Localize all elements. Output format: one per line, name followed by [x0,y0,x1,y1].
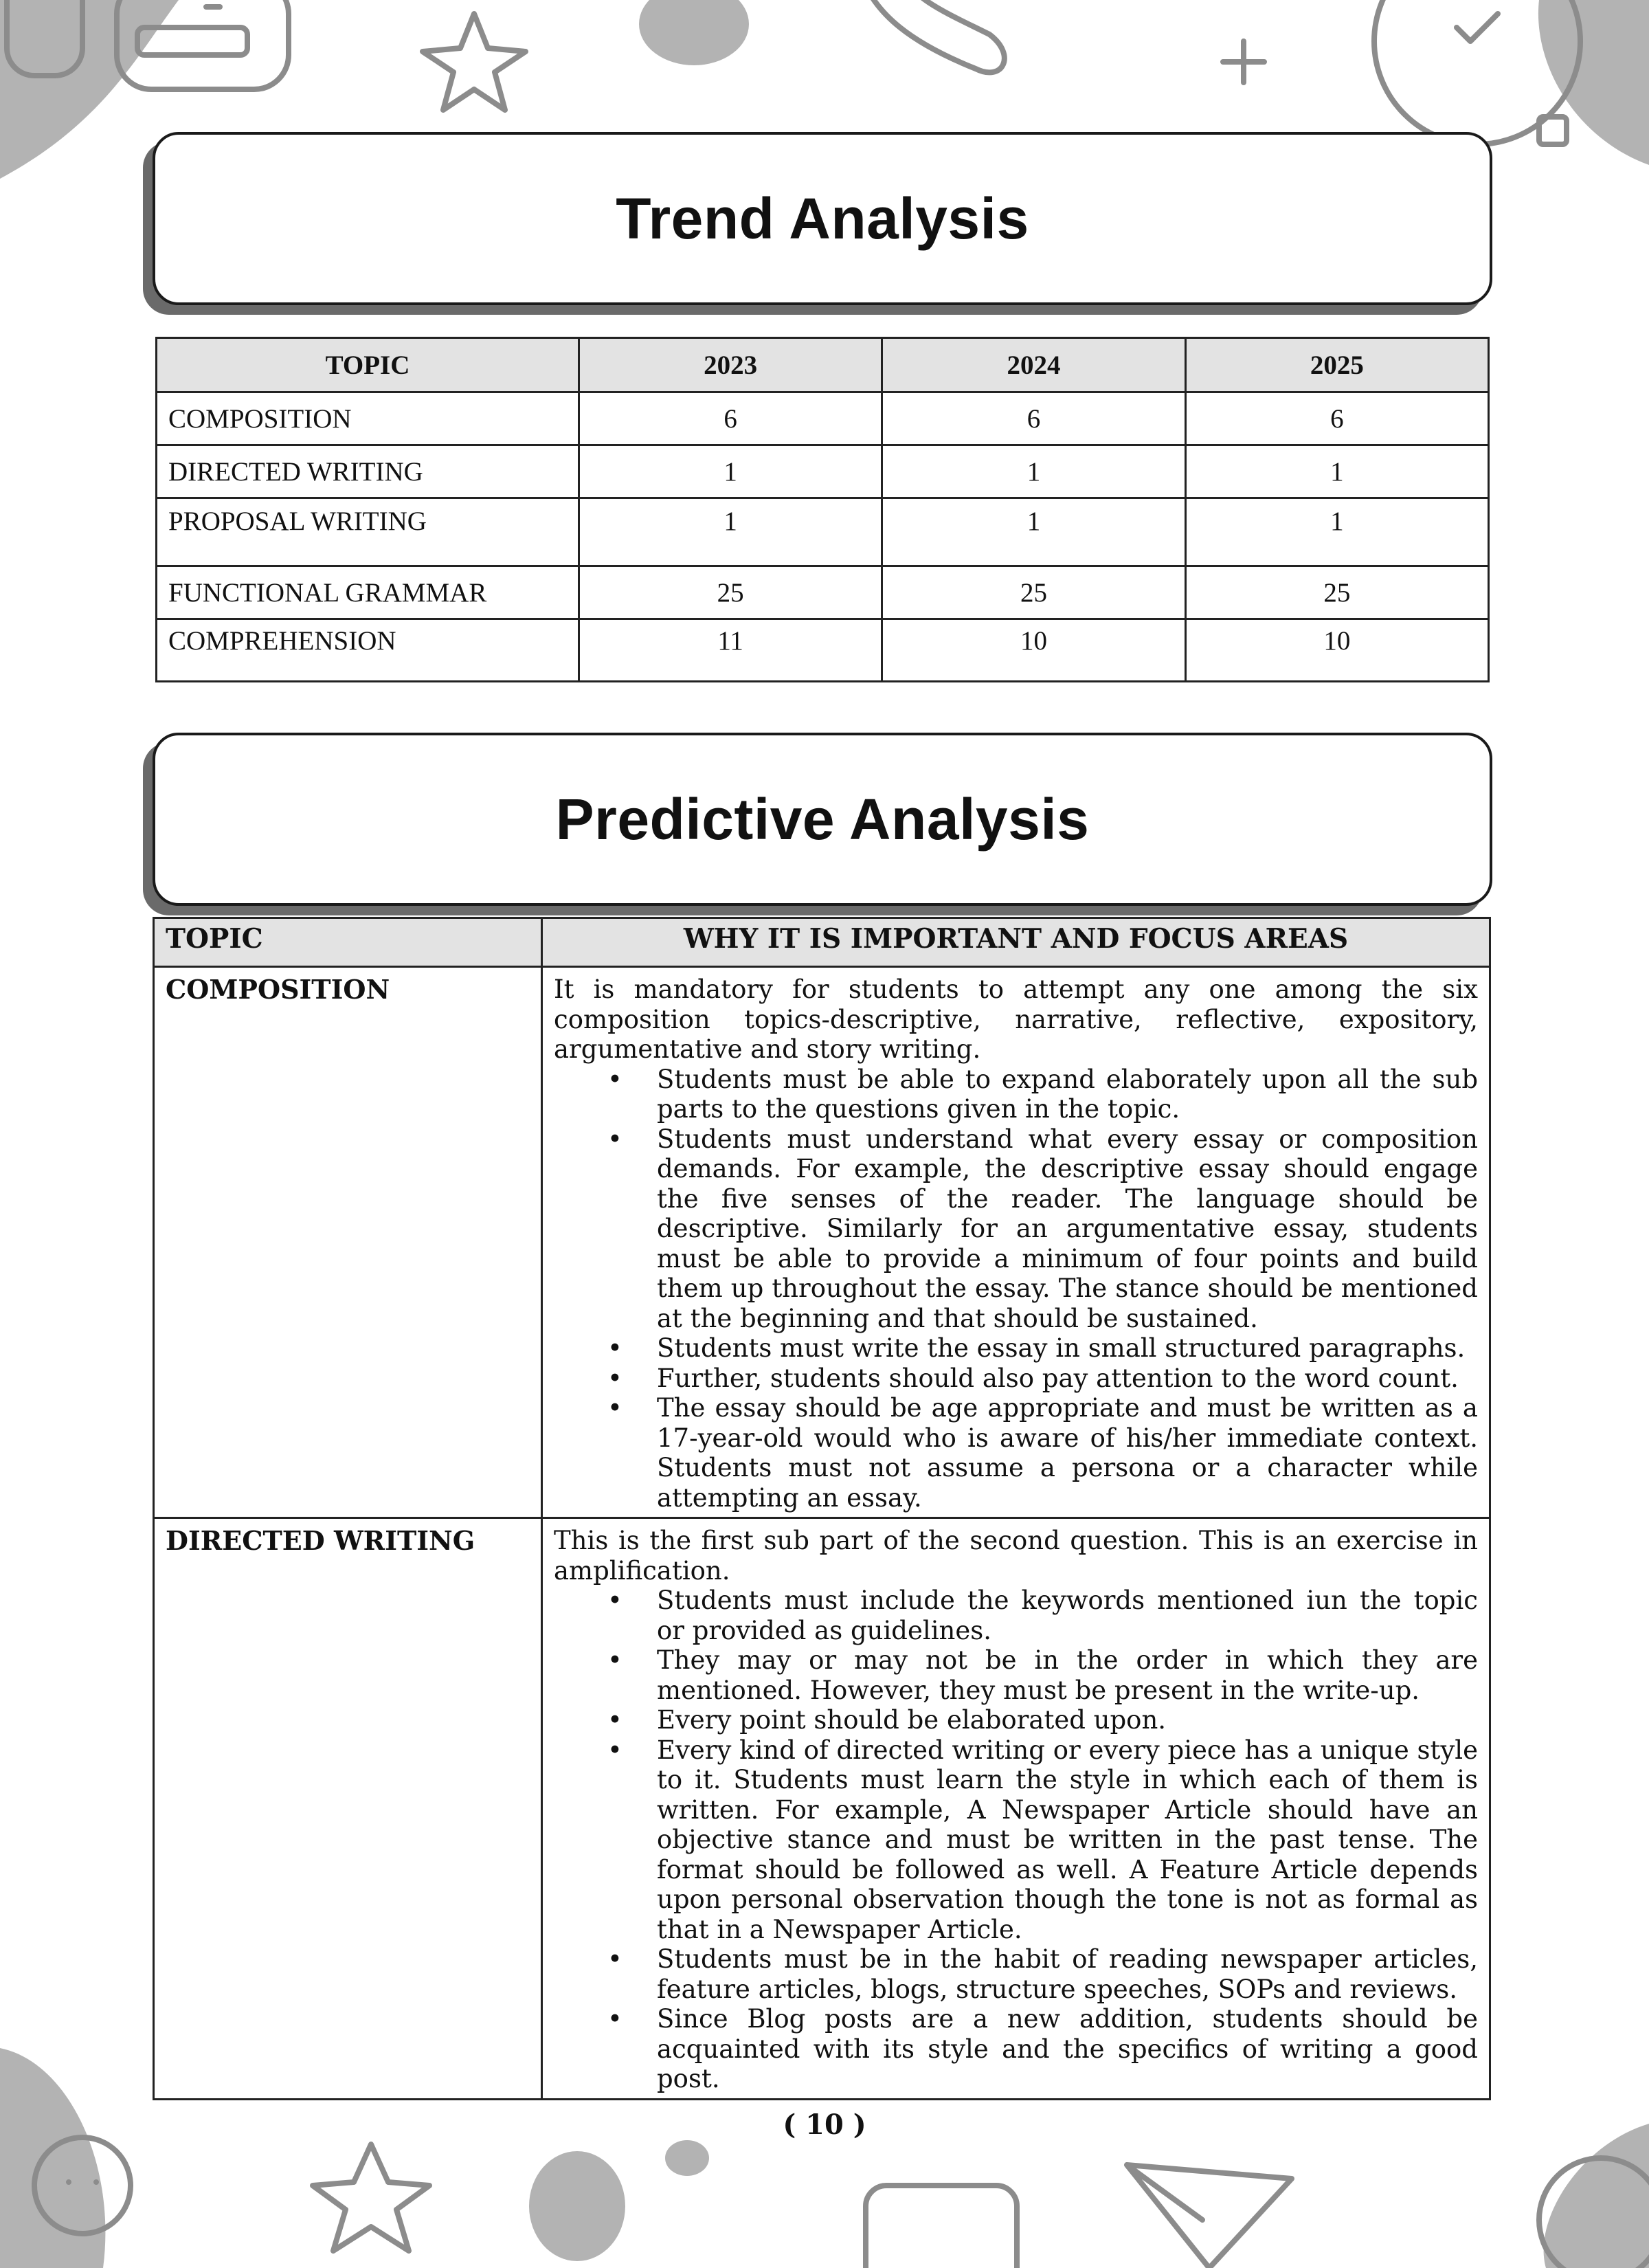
topic-cell: COMPREHENSION [157,619,579,682]
topic-cell: DIRECTED WRITING [157,445,579,498]
predictive-analysis-banner [153,733,1492,906]
value-cell: 1 [579,445,882,498]
value-cell: 25 [579,566,882,619]
table-row [154,1518,1490,2100]
list-item: • Students must be in the habit of reading newspaper articles, feature articles, blogs, structure speeches, SOPs and reviews. [657,1944,1478,2004]
topic-cell: DIRECTED WRITING [154,1518,542,2100]
value-cell: 6 [579,392,882,445]
value-cell: 10 [1185,619,1488,682]
table-row [154,967,1490,1518]
list-item: • Students must include the keywords mentioned iun the topic or provided as guidelines. [657,1586,1478,1645]
value-cell: 11 [579,619,882,682]
focus-areas-cell [542,1518,1490,2100]
column-header-topic: TOPIC [157,338,579,392]
table-row [157,619,1489,682]
focus-areas-cell [542,967,1490,1518]
value-cell: 1 [579,498,882,566]
value-cell: 1 [1185,498,1488,566]
column-header-topic: TOPIC [154,918,542,967]
page-number: ( 10 ) [783,2109,866,2141]
value-cell: 10 [882,619,1185,682]
table-header-row [154,918,1490,967]
list-item: • Students must be able to expand elaborately upon all the sub parts to the questions given in the topic. [657,1065,1478,1124]
column-header-2024: 2024 [882,338,1185,392]
value-cell: 6 [1185,392,1488,445]
value-cell: 6 [882,392,1185,445]
value-cell: 1 [882,445,1185,498]
list-item: • The essay should be age appropriate and must be written as a 17-year-old would who is aware of his/her immediate context. Students must not assume a persona or a character while attempting an essay. [657,1393,1478,1513]
trend-analysis-banner [153,132,1492,305]
list-item: • Further, students should also pay attention to the word count. [657,1364,1478,1394]
topic-cell: COMPOSITION [157,392,579,445]
topic-cell: FUNCTIONAL GRAMMAR [157,566,579,619]
bullet-list [554,1065,1478,1513]
topic-cell: PROPOSAL WRITING [157,498,579,566]
value-cell: 25 [882,566,1185,619]
predictive-analysis-table [153,917,1491,2100]
column-header-2025: 2025 [1185,338,1488,392]
intro-text: This is the first sub part of the second question. This is an exercise in amplification. [554,1526,1478,1586]
bullet-list [554,1586,1478,2094]
table-row [157,566,1489,619]
trend-analysis-table [155,337,1490,682]
column-header-2023: 2023 [579,338,882,392]
table-row [157,392,1489,445]
list-item: • Students must write the essay in small structured paragraphs. [657,1333,1478,1364]
predictive-analysis-title: Predictive Analysis [555,786,1090,852]
table-row [157,498,1489,566]
list-item: • Students must understand what every essay or composition demands. For example, the descriptive essay should engage the five senses of the reader. The language should be descriptive. Similarly for an argumentative essay, students must be able to provide a minimum of four points and build them up throughout the essay. The stance should be mentioned at the beginning and that should be sustained. [657,1124,1478,1334]
list-item: • Every point should be elaborated upon. [657,1705,1478,1735]
table-header-row [157,338,1489,392]
trend-analysis-title: Trend Analysis [616,186,1029,251]
list-item: • They may or may not be in the order in which they are mentioned. However, they must be present in the write-up. [657,1645,1478,1705]
list-item: • Since Blog posts are a new addition, students should be acquainted with its style and the specifics of writing a good post. [657,2004,1478,2094]
intro-text: It is mandatory for students to attempt any one among the six composition topics-descriptive, narrative, reflective, expository, argumentative and story writing. [554,975,1478,1064]
table-row [157,445,1489,498]
value-cell: 1 [882,498,1185,566]
list-item: • Every kind of directed writing or every piece has a unique style to it. Students must learn the style in which each of them is written. For example, A Newspaper Article should have an objective stance and must be written in the past tense. The format should be followed as well. A Feature Article depends upon personal observation though the tone is not as formal as that in a Newspaper Article. [657,1735,1478,1945]
value-cell: 1 [1185,445,1488,498]
value-cell: 25 [1185,566,1488,619]
column-header-focus-areas: WHY IT IS IMPORTANT AND FOCUS AREAS [542,918,1490,967]
topic-cell: COMPOSITION [154,967,542,1518]
